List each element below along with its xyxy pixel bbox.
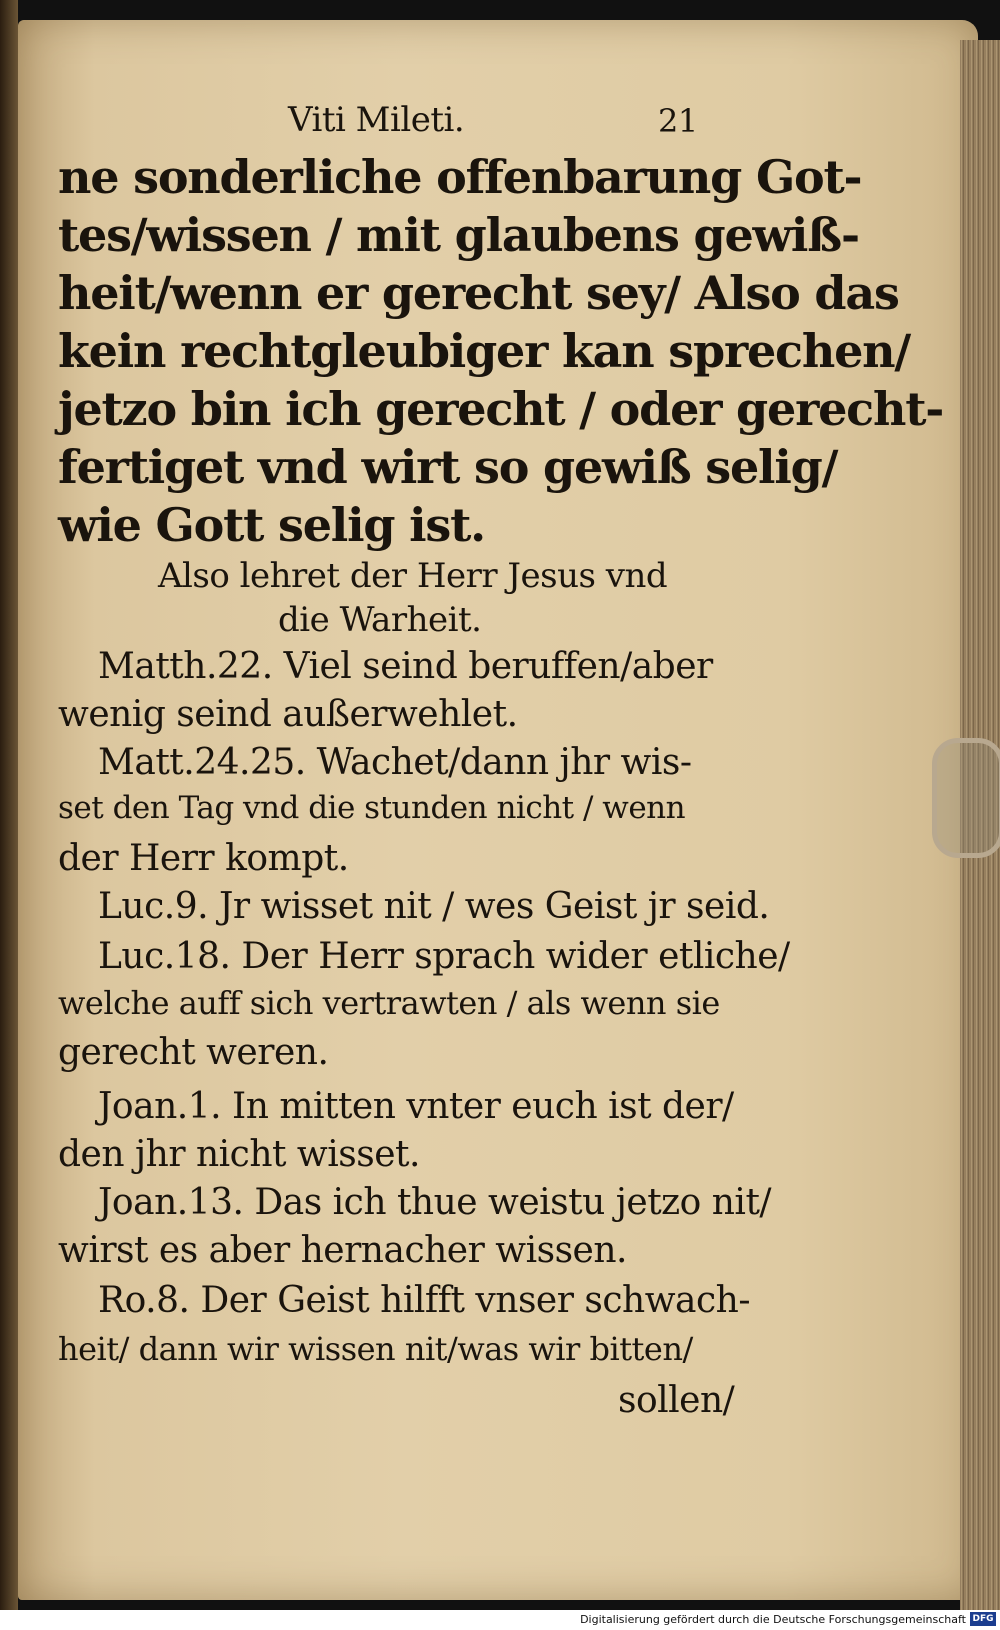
funding-credit: Digitalisierung gefördert durch die Deutsche Forschungsgemeinschaft bbox=[580, 1613, 966, 1626]
text-line: Ro.8. Der Geist hilfft vnser schwach- bbox=[98, 1280, 750, 1321]
text-line: gerecht weren. bbox=[58, 1032, 329, 1073]
text-line: tes/wissen / mit glaubens gewiß- bbox=[58, 208, 859, 262]
page-number: 21 bbox=[658, 102, 698, 140]
text-line: Luc.18. Der Herr sprach wider etliche/ bbox=[98, 936, 790, 977]
text-line: der Herr kompt. bbox=[58, 838, 349, 879]
text-line: fertiget vnd wirt so gewiß selig/ bbox=[58, 440, 838, 494]
text-line: heit/wenn er gerecht sey/ Also das bbox=[58, 266, 899, 320]
section-heading: die Warheit. bbox=[278, 600, 482, 640]
running-header: Viti Mileti. bbox=[288, 100, 465, 140]
text-line: Joan.13. Das ich thue weistu jetzo nit/ bbox=[98, 1182, 772, 1223]
text-line: ne sonderliche offenbarung Got- bbox=[58, 150, 862, 204]
book-page bbox=[18, 20, 978, 1600]
text-line: jetzo bin ich gerecht / oder gerecht- bbox=[58, 382, 944, 436]
section-heading: Also lehret der Herr Jesus vnd bbox=[158, 556, 668, 596]
text-line: Matth.22. Viel seind beruffen/aber bbox=[98, 646, 713, 687]
dfg-logo-icon: DFG bbox=[970, 1612, 996, 1626]
text-line: wie Gott selig ist. bbox=[58, 498, 485, 552]
clasp-icon bbox=[932, 738, 1000, 858]
book-spine-edge bbox=[0, 0, 18, 1610]
text-line: welche auff sich vertrawten / als wenn sie bbox=[58, 984, 720, 1022]
text-line: heit/ dann wir wissen nit/was wir bitten/ bbox=[58, 1330, 693, 1368]
catchword: sollen/ bbox=[618, 1380, 735, 1421]
text-line: Matt.24.25. Wachet/dann jhr wis- bbox=[98, 742, 692, 783]
text-line: set den Tag vnd die stunden nicht / wenn bbox=[58, 790, 686, 826]
text-line: kein rechtgleubiger kan sprechen/ bbox=[58, 324, 911, 378]
text-line: Joan.1. In mitten vnter euch ist der/ bbox=[98, 1086, 734, 1127]
text-line: Luc.9. Jr wisset nit / wes Geist jr seid. bbox=[98, 886, 770, 927]
text-line: wenig seind außerwehlet. bbox=[58, 694, 518, 735]
text-line: wirst es aber hernacher wissen. bbox=[58, 1230, 627, 1271]
text-line: den jhr nicht wisset. bbox=[58, 1134, 420, 1175]
